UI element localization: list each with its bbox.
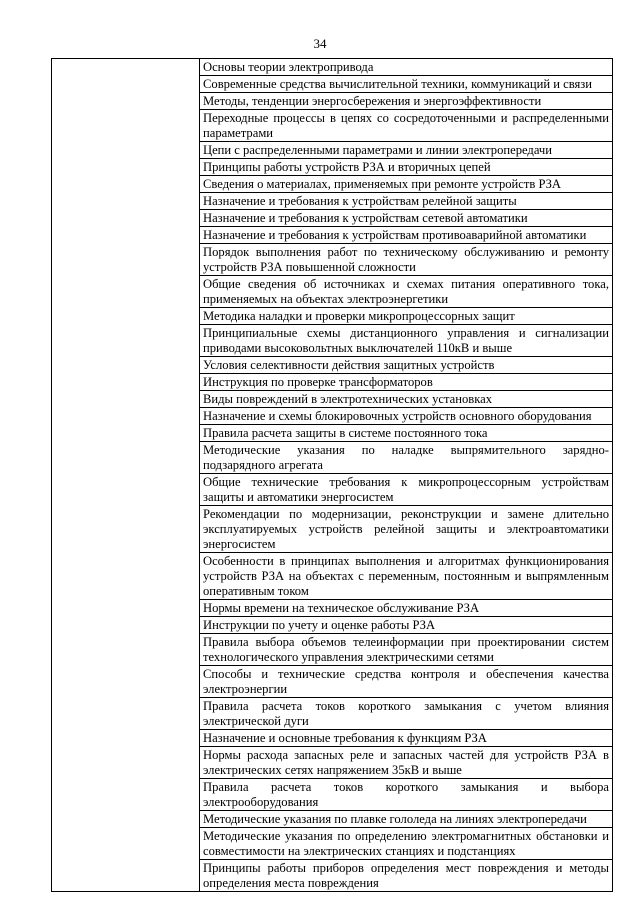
topic-item: Назначение и требования к устройствам релейной защиты (200, 193, 613, 210)
topic-item: Общие сведения об источниках и схемах питания оперативного тока, применяемых на объектах электроэнергетики (200, 276, 613, 308)
topic-item: Общие технические требования к микропроцессорным устройствам защиты и автоматики энергосистем (200, 474, 613, 506)
topic-item: Инструкция по проверке трансформаторов (200, 374, 613, 391)
topic-item: Инструкции по учету и оценке работы РЗА (200, 617, 613, 634)
topic-item: Назначение и требования к устройствам сетевой автоматики (200, 210, 613, 227)
topic-item: Условия селективности действия защитных устройств (200, 357, 613, 374)
topic-item: Назначение и требования к устройствам противоаварийной автоматики (200, 227, 613, 244)
topic-item: Принципы работы устройств РЗА и вторичных цепей (200, 159, 613, 176)
table-row (52, 59, 613, 76)
topic-item: Назначение и основные требования к функциям РЗА (200, 730, 613, 747)
topic-item: Методика наладки и проверки микропроцессорных защит (200, 308, 613, 325)
topic-item: Основы теории электропривода (200, 59, 613, 76)
topic-item: Принципиальные схемы дистанционного управления и сигнализации приводами высоковольтных выключателей 110кВ и выше (200, 325, 613, 357)
topic-item: Порядок выполнения работ по техническому обслуживанию и ремонту устройств РЗА повышенной сложности (200, 244, 613, 276)
topic-item: Рекомендации по модернизации, реконструкции и замене длительно эксплуатируемых устройств релейной защиты и электроавтоматики энергосистем (200, 506, 613, 553)
topic-item: Методические указания по определению электромагнитных обстановки и совместимости на электрических станциях и подстанциях (200, 828, 613, 860)
topic-item: Методы, тенденции энергосбережения и энергоэффективности (200, 93, 613, 110)
topic-item: Цепи с распределенными параметрами и линии электропередачи (200, 142, 613, 159)
topic-item: Виды повреждений в электротехнических установках (200, 391, 613, 408)
knowledge-table (51, 58, 613, 892)
topic-item: Принципы работы приборов определения мест повреждения и методы определения места повреждения (200, 860, 613, 892)
topic-item: Правила расчета токов короткого замыкания с учетом влияния электрической дуги (200, 698, 613, 730)
topic-item: Правила выбора объемов телеинформации при проектировании систем технологического управления электрическими сетями (200, 634, 613, 666)
page-number: 34 (313, 36, 327, 51)
topic-item: Правила расчета защиты в системе постоянного тока (200, 425, 613, 442)
topic-item: Методические указания по плавке гололеда на линиях электропередачи (200, 811, 613, 828)
topic-item: Современные средства вычислительной техники, коммуникаций и связи (200, 76, 613, 93)
topic-item: Методические указания по наладке выпрямительного зарядно-подзарядного агрегата (200, 442, 613, 474)
topic-item: Правила расчета токов короткого замыкания и выбора электрооборудования (200, 779, 613, 811)
left-column-cell (52, 59, 200, 892)
topic-item: Особенности в принципах выполнения и алгоритмах функционирования устройств РЗА на объектах с переменным, постоянным и выпрямленным оперативным током (200, 553, 613, 600)
topic-item: Способы и технические средства контроля и обеспечения качества электроэнергии (200, 666, 613, 698)
topic-item: Нормы расхода запасных реле и запасных частей для устройств РЗА в электрических сетях напряжением 35кВ и выше (200, 747, 613, 779)
topic-item: Нормы времени на техническое обслуживание РЗА (200, 600, 613, 617)
topic-item: Назначение и схемы блокировочных устройств основного оборудования (200, 408, 613, 425)
topic-item: Переходные процессы в цепях со сосредоточенными и распределенными параметрами (200, 110, 613, 142)
topic-item: Сведения о материалах, применяемых при ремонте устройств РЗА (200, 176, 613, 193)
